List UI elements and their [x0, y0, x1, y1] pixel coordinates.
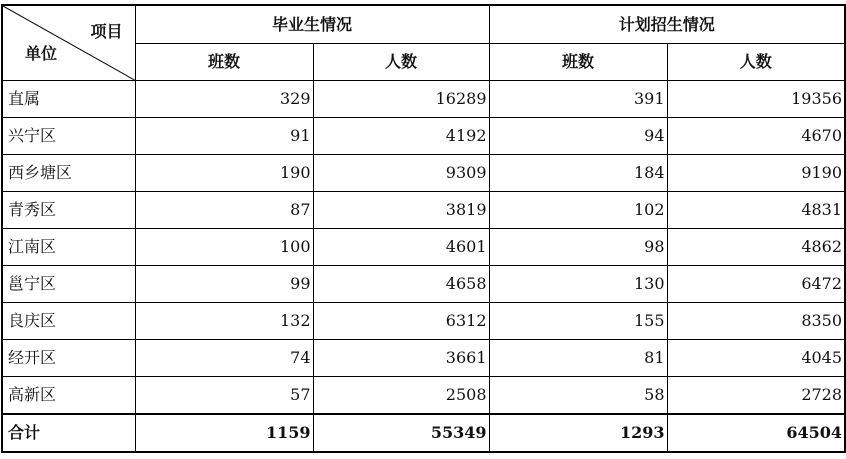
table-row	[2, 266, 845, 303]
total-value: 64504	[667, 414, 845, 452]
table-row	[2, 377, 845, 415]
group-header-planned-enrollment: 计划招生情况	[489, 5, 845, 44]
cell-value: 4862	[667, 229, 845, 266]
sub-header-classes: 班数	[489, 44, 667, 81]
cell-value: 9190	[667, 155, 845, 192]
cell-value: 100	[135, 229, 313, 266]
table-row	[2, 229, 845, 266]
diagonal-line	[3, 6, 135, 80]
table-row	[2, 155, 845, 192]
row-unit: 高新区	[2, 377, 135, 415]
cell-value: 132	[135, 303, 313, 340]
total-value: 1293	[489, 414, 667, 452]
cell-value: 58	[489, 377, 667, 415]
row-unit: 经开区	[2, 340, 135, 377]
sub-header-students: 人数	[313, 44, 489, 81]
cell-value: 155	[489, 303, 667, 340]
cell-value: 4601	[313, 229, 489, 266]
table-row	[2, 81, 845, 118]
cell-value: 87	[135, 192, 313, 229]
corner-label-items: 项目	[90, 22, 123, 41]
row-unit: 西乡塘区	[2, 155, 135, 192]
corner-header	[2, 5, 135, 81]
sub-header-classes: 班数	[135, 44, 313, 81]
total-label: 合计	[2, 414, 135, 452]
total-row	[2, 414, 845, 452]
row-unit: 青秀区	[2, 192, 135, 229]
cell-value: 94	[489, 118, 667, 155]
total-value: 1159	[135, 414, 313, 452]
cell-value: 329	[135, 81, 313, 118]
cell-value: 3661	[313, 340, 489, 377]
cell-value: 9309	[313, 155, 489, 192]
cell-value: 16289	[313, 81, 489, 118]
corner-label-unit: 单位	[25, 44, 58, 63]
group-header-graduates: 毕业生情况	[135, 5, 489, 44]
cell-value: 2728	[667, 377, 845, 415]
row-unit: 邕宁区	[2, 266, 135, 303]
total-value: 55349	[313, 414, 489, 452]
cell-value: 130	[489, 266, 667, 303]
cell-value: 74	[135, 340, 313, 377]
cell-value: 6472	[667, 266, 845, 303]
row-unit: 兴宁区	[2, 118, 135, 155]
cell-value: 2508	[313, 377, 489, 415]
enrollment-table	[1, 4, 846, 453]
cell-value: 81	[489, 340, 667, 377]
cell-value: 102	[489, 192, 667, 229]
cell-value: 391	[489, 81, 667, 118]
cell-value: 6312	[313, 303, 489, 340]
sub-header-students: 人数	[667, 44, 845, 81]
cell-value: 190	[135, 155, 313, 192]
table-row	[2, 303, 845, 340]
cell-value: 4658	[313, 266, 489, 303]
table-row	[2, 118, 845, 155]
cell-value: 8350	[667, 303, 845, 340]
cell-value: 99	[135, 266, 313, 303]
cell-value: 98	[489, 229, 667, 266]
cell-value: 4670	[667, 118, 845, 155]
table-row	[2, 192, 845, 229]
cell-value: 4192	[313, 118, 489, 155]
cell-value: 184	[489, 155, 667, 192]
cell-value: 4045	[667, 340, 845, 377]
table-row	[2, 340, 845, 377]
cell-value: 91	[135, 118, 313, 155]
row-unit: 直属	[2, 81, 135, 118]
cell-value: 57	[135, 377, 313, 415]
row-unit: 江南区	[2, 229, 135, 266]
row-unit: 良庆区	[2, 303, 135, 340]
cell-value: 19356	[667, 81, 845, 118]
cell-value: 4831	[667, 192, 845, 229]
cell-value: 3819	[313, 192, 489, 229]
